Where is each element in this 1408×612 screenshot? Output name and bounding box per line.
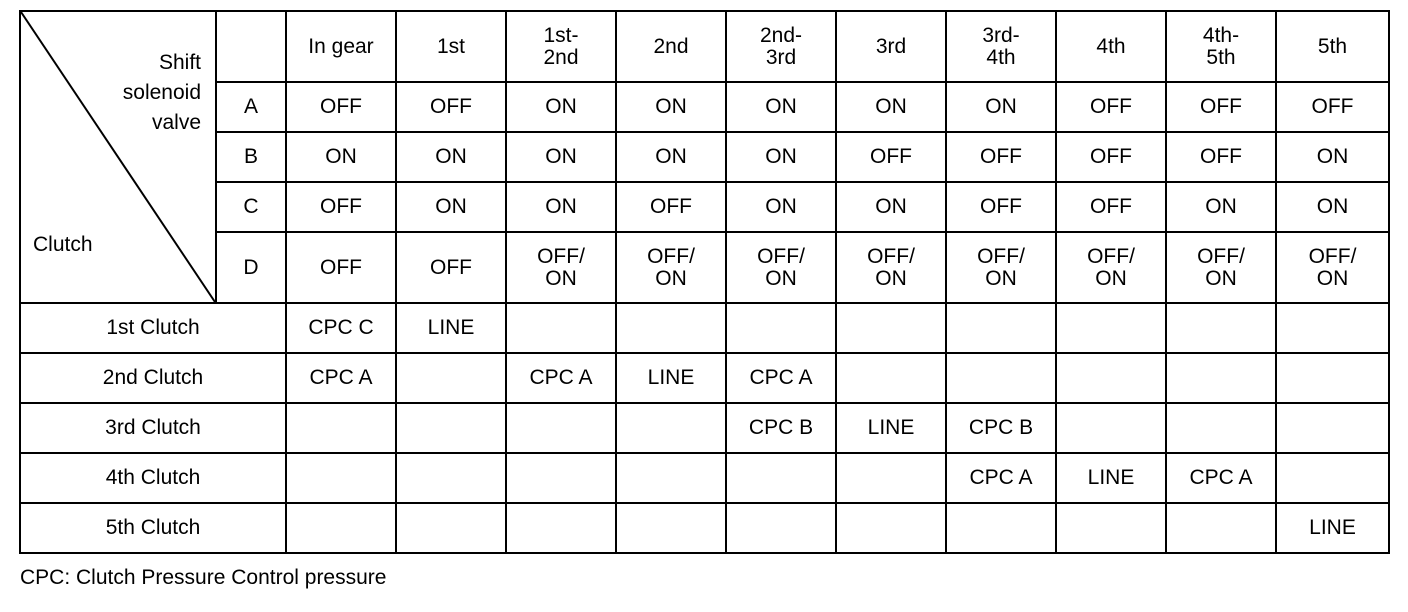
- cell-text: 5th: [1317, 34, 1348, 58]
- clutch-row: [20, 303, 1389, 353]
- cell-text: OFF: [1090, 195, 1132, 218]
- clutch-pressure-cell: [836, 353, 946, 403]
- clutch-pressure-cell: [1166, 503, 1276, 553]
- cell-text: OFF/: [647, 244, 695, 268]
- clutch-pressure-cell: [616, 403, 726, 453]
- cell-text: 3rd: [765, 45, 797, 69]
- solenoid-state-cell: [726, 82, 836, 132]
- clutch-pressure-cell: CPC C: [286, 303, 396, 353]
- column-header: [1166, 11, 1276, 82]
- clutch-pressure-cell: LINE: [836, 403, 946, 453]
- cell-text: ON: [1205, 195, 1237, 218]
- cell-text: OFF: [320, 255, 362, 279]
- solenoid-state-cell: [616, 82, 726, 132]
- cell-text: ON: [1316, 195, 1349, 218]
- cell-text: ON: [435, 195, 467, 218]
- clutch-pressure-cell: CPC A: [506, 353, 616, 403]
- clutch-name: 1st Clutch: [20, 303, 286, 353]
- clutch-pressure-cell: CPC A: [286, 353, 396, 403]
- solenoid-state-cell: [946, 132, 1056, 182]
- clutch-pressure-cell: [946, 353, 1056, 403]
- clutch-pressure-cell: [1056, 353, 1166, 403]
- solenoid-state-cell: [396, 82, 506, 132]
- cell-text: ON: [435, 145, 467, 168]
- clutch-pressure-cell: LINE: [1056, 453, 1166, 503]
- cell-text: OFF/: [1308, 244, 1357, 268]
- cell-text: OFF/: [977, 244, 1025, 268]
- solenoid-state-cell: [1166, 82, 1276, 132]
- solenoid-state-cell: [1056, 132, 1166, 182]
- clutch-pressure-cell: [286, 403, 396, 453]
- solenoid-state-cell: [506, 232, 616, 303]
- clutch-pressure-cell: [616, 503, 726, 553]
- clutch-pressure-cell: [616, 303, 726, 353]
- clutch-pressure-cell: [286, 503, 396, 553]
- cell-text: OFF: [1200, 95, 1242, 118]
- cell-text: OFF: [320, 95, 362, 118]
- solenoid-state-cell: [1056, 182, 1166, 232]
- cell-text: ON: [1316, 266, 1349, 290]
- clutch-name: 2nd Clutch: [20, 353, 286, 403]
- solenoid-state-cell: [1166, 182, 1276, 232]
- cell-text: ON: [765, 95, 797, 118]
- clutch-pressure-cell: [1166, 353, 1276, 403]
- solenoid-state-cell: [1056, 82, 1166, 132]
- clutch-pressure-cell: LINE: [1276, 503, 1389, 553]
- header-empty-cell: [216, 11, 286, 82]
- clutch-pressure-cell: [396, 353, 506, 403]
- solenoid-state-cell: [616, 232, 726, 303]
- column-header: [396, 11, 506, 82]
- solenoid-state-cell: [1166, 132, 1276, 182]
- solenoid-state-cell: [616, 132, 726, 182]
- shift-solenoid-valve-label: [123, 48, 201, 138]
- clutch-pressure-cell: [726, 503, 836, 553]
- cell-text: ON: [545, 195, 577, 218]
- solenoid-name: D: [216, 232, 286, 303]
- solenoid-state-cell: [726, 132, 836, 182]
- solenoid-state-cell: [396, 132, 506, 182]
- cell-text: OFF/: [537, 244, 585, 268]
- solenoid-name: B: [216, 132, 286, 182]
- solenoid-state-cell: [286, 132, 396, 182]
- clutch-pressure-cell: [1056, 503, 1166, 553]
- cell-text: OFF: [430, 255, 472, 279]
- clutch-name: 3rd Clutch: [20, 403, 286, 453]
- cell-text: In gear: [308, 34, 374, 58]
- shift-label-line: valve: [151, 111, 201, 134]
- solenoid-state-cell: [1276, 82, 1389, 132]
- clutch-name: 5th Clutch: [20, 503, 286, 553]
- solenoid-state-cell: [946, 232, 1056, 303]
- clutch-pressure-cell: [946, 503, 1056, 553]
- clutch-row: [20, 503, 1389, 553]
- solenoid-state-cell: [836, 132, 946, 182]
- cell-text: ON: [1316, 145, 1349, 168]
- cell-text: 2nd: [543, 45, 579, 69]
- clutch-row: [20, 403, 1389, 453]
- cell-text: ON: [985, 266, 1017, 290]
- solenoid-row: [20, 232, 1389, 303]
- cell-text: ON: [765, 266, 797, 290]
- clutch-pressure-cell: [836, 503, 946, 553]
- solenoid-state-cell: [726, 232, 836, 303]
- clutch-pressure-cell: CPC A: [726, 353, 836, 403]
- cell-text: ON: [545, 95, 577, 118]
- cell-text: ON: [325, 145, 357, 168]
- solenoid-state-cell: [286, 232, 396, 303]
- cell-text: OFF: [980, 145, 1022, 168]
- clutch-pressure-cell: [1166, 403, 1276, 453]
- clutch-pressure-cell: [726, 453, 836, 503]
- cell-text: ON: [875, 195, 907, 218]
- solenoid-state-cell: [1276, 232, 1389, 303]
- cell-text: ON: [1095, 266, 1127, 290]
- solenoid-state-cell: [836, 232, 946, 303]
- header-row: [20, 11, 1389, 82]
- cell-text: 2nd: [653, 34, 689, 58]
- cell-text: OFF: [1311, 95, 1354, 118]
- cell-text: OFF: [320, 195, 362, 218]
- cell-text: ON: [545, 145, 577, 168]
- cell-text: 3rd-: [982, 23, 1020, 47]
- column-header: [946, 11, 1056, 82]
- solenoid-state-cell: [286, 182, 396, 232]
- clutch-pressure-cell: [726, 303, 836, 353]
- cell-text: OFF/: [867, 244, 915, 268]
- clutch-pressure-cell: CPC B: [726, 403, 836, 453]
- clutch-pressure-cell: [396, 503, 506, 553]
- shift-solenoid-clutch-table: [19, 10, 1390, 554]
- clutch-pressure-cell: [506, 503, 616, 553]
- column-header: [836, 11, 946, 82]
- clutch-row: [20, 353, 1389, 403]
- shift-label-line: Shift: [158, 51, 201, 74]
- clutch-pressure-cell: CPC A: [1166, 453, 1276, 503]
- cell-text: ON: [655, 145, 687, 168]
- column-header: [286, 11, 396, 82]
- clutch-pressure-cell: [506, 403, 616, 453]
- solenoid-row: [20, 132, 1389, 182]
- clutch-pressure-cell: [946, 303, 1056, 353]
- solenoid-state-cell: [836, 182, 946, 232]
- column-header: [616, 11, 726, 82]
- cell-text: 2nd-: [759, 23, 803, 47]
- solenoid-state-cell: [286, 82, 396, 132]
- cell-text: ON: [1205, 266, 1237, 290]
- cell-text: OFF/: [1087, 244, 1135, 268]
- clutch-pressure-cell: [836, 303, 946, 353]
- column-header: [1276, 11, 1389, 82]
- clutch-pressure-cell: [396, 453, 506, 503]
- solenoid-row: [20, 82, 1389, 132]
- clutch-pressure-cell: [1276, 453, 1389, 503]
- solenoid-state-cell: [726, 182, 836, 232]
- clutch-name: 4th Clutch: [20, 453, 286, 503]
- solenoid-state-cell: [506, 182, 616, 232]
- cell-text: 4th-: [1202, 23, 1240, 47]
- cell-text: ON: [655, 95, 687, 118]
- cell-text: OFF: [430, 95, 472, 118]
- cell-text: OFF: [650, 195, 692, 218]
- cell-text: OFF: [1090, 145, 1132, 168]
- cell-text: OFF: [870, 145, 912, 168]
- clutch-pressure-cell: [506, 303, 616, 353]
- footnote: CPC: Clutch Pressure Control pressure: [20, 566, 387, 589]
- cell-text: 1st: [436, 34, 465, 58]
- clutch-pressure-cell: [1056, 303, 1166, 353]
- solenoid-state-cell: [1276, 132, 1389, 182]
- clutch-pressure-cell: LINE: [616, 353, 726, 403]
- cell-text: 1st-: [543, 23, 579, 47]
- cell-text: ON: [765, 195, 797, 218]
- solenoid-row: [20, 182, 1389, 232]
- clutch-pressure-cell: [1056, 403, 1166, 453]
- clutch-pressure-cell: [286, 453, 396, 503]
- solenoid-state-cell: [1276, 182, 1389, 232]
- solenoid-state-cell: [396, 232, 506, 303]
- cell-text: ON: [875, 266, 907, 290]
- shift-label-line: solenoid: [122, 81, 201, 104]
- clutch-pressure-cell: [1276, 403, 1389, 453]
- cell-text: OFF: [1090, 95, 1132, 118]
- cell-text: ON: [875, 95, 907, 118]
- solenoid-state-cell: [1056, 232, 1166, 303]
- column-header: [506, 11, 616, 82]
- corner-cell: [20, 11, 216, 303]
- cell-text: 5th: [1206, 45, 1236, 69]
- cell-text: 4th: [986, 45, 1016, 69]
- clutch-pressure-cell: [1276, 303, 1389, 353]
- clutch-pressure-cell: [1166, 303, 1276, 353]
- solenoid-state-cell: [396, 182, 506, 232]
- cell-text: ON: [545, 266, 577, 290]
- clutch-pressure-cell: CPC B: [946, 403, 1056, 453]
- clutch-pressure-cell: [836, 453, 946, 503]
- solenoid-state-cell: [946, 82, 1056, 132]
- clutch-pressure-cell: CPC A: [946, 453, 1056, 503]
- solenoid-state-cell: [616, 182, 726, 232]
- clutch-axis-label: Clutch: [33, 233, 93, 256]
- clutch-pressure-cell: [506, 453, 616, 503]
- cell-text: ON: [985, 95, 1017, 118]
- column-header: [726, 11, 836, 82]
- solenoid-state-cell: [836, 82, 946, 132]
- solenoid-state-cell: [1166, 232, 1276, 303]
- cell-text: 3rd: [875, 34, 907, 58]
- clutch-pressure-cell: [396, 403, 506, 453]
- cell-text: OFF: [980, 195, 1022, 218]
- cell-text: ON: [655, 266, 687, 290]
- solenoid-state-cell: [506, 132, 616, 182]
- cell-text: OFF/: [757, 244, 805, 268]
- clutch-row: [20, 453, 1389, 503]
- clutch-pressure-cell: [1276, 353, 1389, 403]
- clutch-pressure-cell: LINE: [396, 303, 506, 353]
- cell-text: 4th: [1096, 34, 1126, 58]
- cell-text: OFF: [1200, 145, 1242, 168]
- cell-text: ON: [765, 145, 797, 168]
- solenoid-state-cell: [946, 182, 1056, 232]
- clutch-pressure-cell: [616, 453, 726, 503]
- cell-text: OFF/: [1197, 244, 1245, 268]
- column-header: [1056, 11, 1166, 82]
- solenoid-state-cell: [506, 82, 616, 132]
- solenoid-name: C: [216, 182, 286, 232]
- solenoid-name: A: [216, 82, 286, 132]
